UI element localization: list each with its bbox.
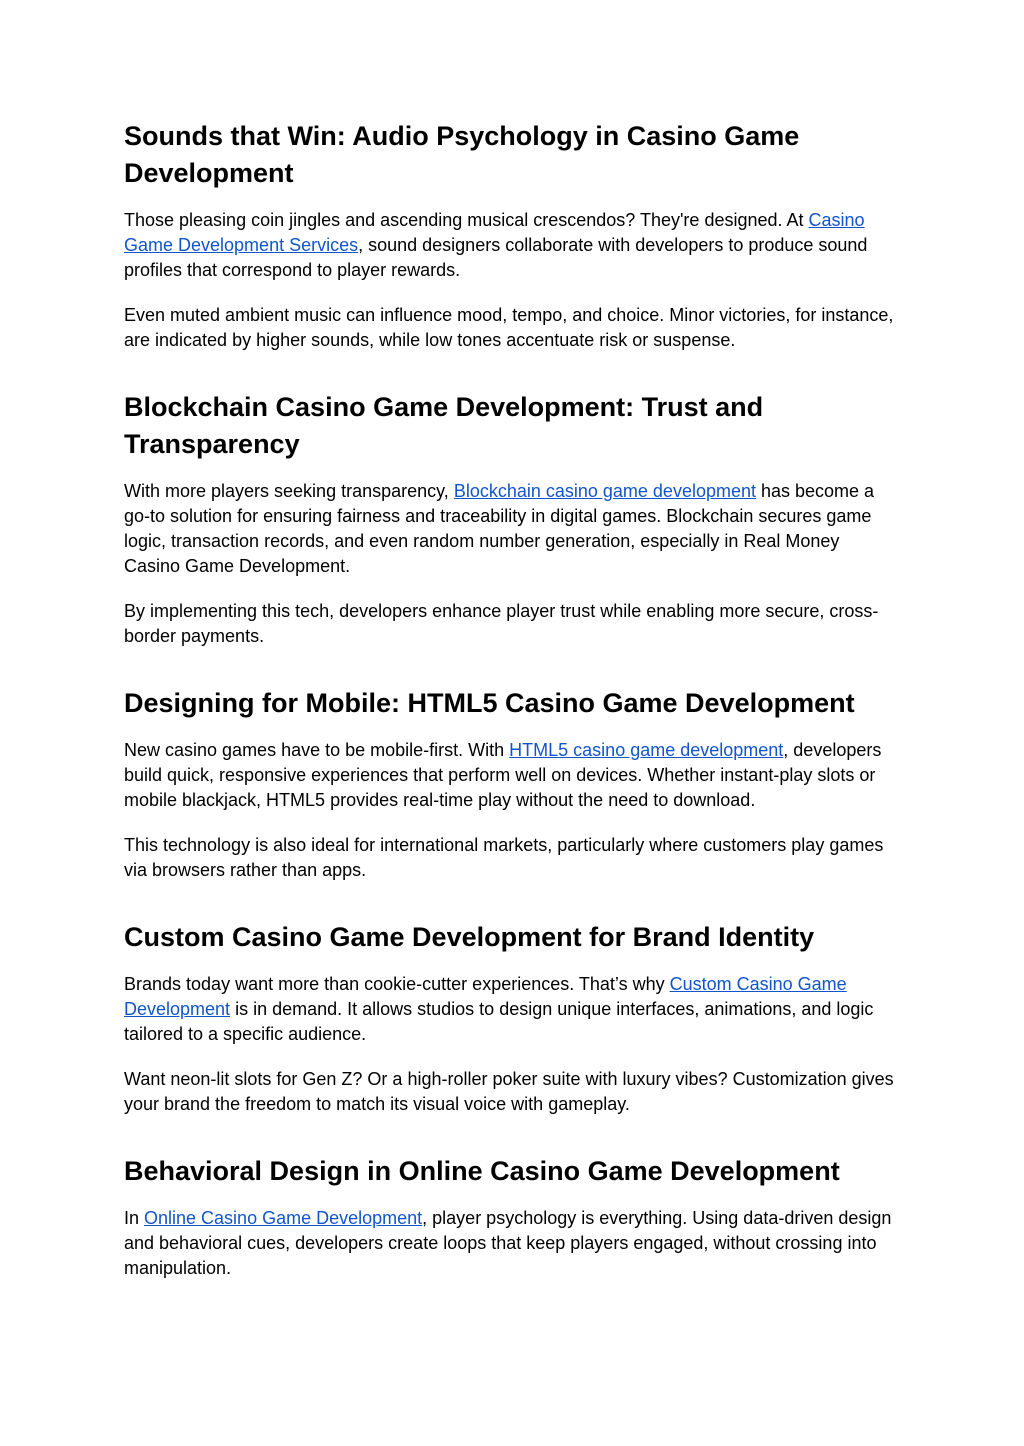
section-heading: Designing for Mobile: HTML5 Casino Game Development xyxy=(124,688,855,718)
section-behavioral-design xyxy=(124,1153,900,1281)
blockchain-casino-game-development-link[interactable]: Blockchain casino game development xyxy=(453,481,756,501)
paragraph xyxy=(124,208,900,283)
paragraph-text: New casino games have to be mobile-first. With xyxy=(124,740,510,760)
document-body xyxy=(124,118,900,1301)
custom-casino-game-development-link[interactable]: Custom Casino Game Development xyxy=(124,974,847,1019)
paragraph-text: , developers build quick, responsive experiences that perform well on devices. Whether instant-play slots or mobile blackjack, HTML5 provides real-time play without the need to download. xyxy=(124,740,882,810)
section-blockchain xyxy=(124,389,900,649)
paragraph-text: Those pleasing coin jingles and ascending musical crescendos? They're designed. At xyxy=(124,210,809,230)
section-audio-psychology xyxy=(124,118,900,353)
paragraph xyxy=(124,972,900,1047)
paragraph-text: In xyxy=(124,1208,145,1228)
casino-game-development-services-link[interactable]: Casino Game Development Services xyxy=(124,210,865,255)
section-heading: Sounds that Win: Audio Psychology in Casino Game Development xyxy=(124,121,800,188)
paragraph: This technology is also ideal for international markets, particularly where customers play games via browsers rather than apps. xyxy=(124,835,884,880)
paragraph-text: has become a go-to solution for ensuring fairness and traceability in digital games. Blockchain secures game logic, transaction records, and even random number generation, especially in Real Money Casino Game Development. xyxy=(124,481,875,576)
paragraph xyxy=(124,738,900,813)
section-heading: Custom Casino Game Development for Brand Identity xyxy=(124,922,815,952)
section-heading: Blockchain Casino Game Development: Trust and Transparency xyxy=(124,392,764,459)
paragraph xyxy=(124,479,900,579)
paragraph-text: With more players seeking transparency, xyxy=(124,481,454,501)
online-casino-game-development-link[interactable]: Online Casino Game Development xyxy=(144,1208,423,1228)
paragraph-text: , player psychology is everything. Using data-driven design and behavioral cues, developers create loops that keep players engaged, without crossing into manipulation. xyxy=(124,1208,892,1278)
paragraph: Want neon-lit slots for Gen Z? Or a high-roller poker suite with luxury vibes? Customization gives your brand the freedom to match its visual voice with gameplay. xyxy=(124,1069,894,1114)
paragraph: By implementing this tech, developers enhance player trust while enabling more secure, cross-border payments. xyxy=(124,601,879,646)
html5-casino-game-development-link[interactable]: HTML5 casino game development xyxy=(509,740,784,760)
section-html5-mobile xyxy=(124,685,900,883)
section-heading: Behavioral Design in Online Casino Game Development xyxy=(124,1156,840,1186)
paragraph-text: is in demand. It allows studios to design unique interfaces, animations, and logic tailored to a specific audience. xyxy=(124,999,874,1044)
paragraph-text: , sound designers collaborate with developers to produce sound profiles that correspond to player rewards. xyxy=(124,235,868,280)
paragraph xyxy=(124,1206,900,1281)
paragraph-text: Brands today want more than cookie-cutter experiences. That’s why xyxy=(124,974,670,994)
paragraph: Even muted ambient music can influence mood, tempo, and choice. Minor victories, for instance, are indicated by higher sounds, while low tones accentuate risk or suspense. xyxy=(124,305,894,350)
section-custom-brand-identity xyxy=(124,919,900,1117)
